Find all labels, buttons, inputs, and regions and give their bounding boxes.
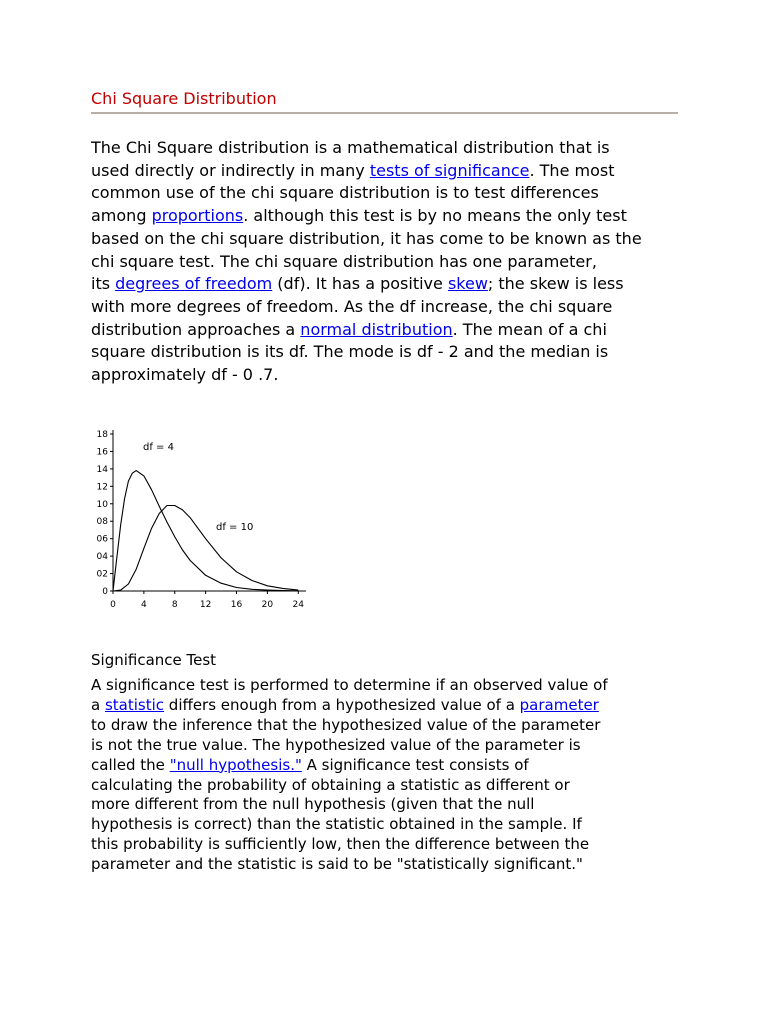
text-segment: ; the skew is less — [487, 274, 624, 294]
y-tick-label: 04 — [96, 552, 108, 563]
text-line — [91, 364, 691, 387]
text-line — [91, 855, 711, 875]
text-line — [91, 341, 691, 364]
title-divider — [91, 112, 678, 114]
x-tick-label: 20 — [261, 600, 274, 610]
text-line — [91, 273, 691, 296]
y-tick-label: 14 — [96, 464, 108, 475]
series-line-df-4 — [113, 471, 298, 591]
x-tick-label: 0 — [110, 600, 116, 610]
text-line — [91, 296, 691, 319]
text-segment: to draw the inference that the hypothesized value of the parameter — [91, 715, 601, 734]
text-segment: square distribution is its df. The mode is df - 2 and the median is — [91, 342, 609, 362]
chi-square-chart — [86, 420, 326, 620]
y-tick-label: 10 — [96, 499, 108, 510]
y-tick-label: 18 — [96, 430, 108, 440]
text-segment: based on the chi square distribution, it has come to be known as the — [91, 228, 642, 248]
y-tick-label: 08 — [96, 517, 108, 528]
text-segment: with more degrees of freedom. As the df increase, the chi square — [91, 296, 613, 316]
text-line — [91, 756, 711, 776]
text-segment: chi square test. The chi square distribution has one parameter, — [91, 251, 597, 271]
text-segment: approximately df - 0 .7. — [91, 365, 279, 385]
text-line — [91, 205, 691, 228]
y-tick-label: 0 — [102, 587, 108, 597]
link-degrees-of-freedom[interactable]: degrees of freedom — [115, 274, 273, 294]
text-line — [91, 228, 691, 251]
text-segment: . although this test is by no means the only test — [243, 206, 627, 226]
text-segment: . The most — [529, 160, 615, 180]
text-line — [91, 795, 711, 815]
text-segment: hypothesis is correct) than the statistic obtained in the sample. If — [91, 815, 582, 834]
text-line — [91, 137, 691, 160]
text-segment: A significance test is performed to determine if an observed value of — [91, 676, 608, 694]
text-segment: (df). It has a positive — [272, 274, 448, 294]
text-segment: . The mean of a chi — [452, 319, 607, 339]
page-title: Chi Square Distribution — [91, 89, 277, 108]
text-segment: parameter and the statistic is said to be "statistically significant." — [91, 855, 583, 874]
text-segment: used directly or indirectly in many — [91, 160, 370, 180]
text-segment: more different from the null hypothesis (given that the null — [91, 795, 535, 814]
text-segment: its — [91, 274, 116, 294]
text-segment: a — [91, 695, 105, 714]
text-segment: called the — [91, 755, 170, 774]
x-tick-label: 12 — [199, 600, 212, 610]
text-line — [91, 776, 711, 796]
link-tests-of-significance[interactable]: tests of significance — [369, 160, 530, 180]
intro-paragraph — [91, 137, 691, 387]
text-line — [91, 251, 691, 274]
text-segment: A significance test consists of — [301, 755, 529, 774]
x-tick-label: 4 — [141, 600, 147, 610]
text-segment: differs enough from a hypothesized value of a — [164, 695, 520, 714]
link-parameter[interactable]: parameter — [519, 695, 599, 714]
text-segment: common use of the chi square distribution is to test differences — [91, 183, 599, 203]
x-tick-label: 24 — [292, 600, 305, 610]
y-tick-label: 16 — [96, 447, 108, 458]
significance-paragraph — [91, 676, 711, 875]
text-line — [91, 160, 691, 183]
text-segment: The Chi Square distribution is a mathematical distribution that is — [91, 138, 610, 157]
series-label-df-10: df = 10 — [216, 522, 254, 533]
y-tick-label: 02 — [96, 569, 108, 580]
x-tick-label: 16 — [230, 600, 243, 610]
text-segment: among — [91, 206, 152, 226]
link-normal-distribution[interactable]: normal distribution — [300, 319, 453, 339]
link-statistic[interactable]: statistic — [104, 695, 165, 714]
x-tick-label: 8 — [171, 600, 178, 610]
y-tick-label: 06 — [96, 534, 108, 545]
text-line — [91, 736, 711, 756]
series-line-df-10 — [113, 506, 298, 592]
significance-test-heading: Significance Test — [91, 651, 217, 669]
text-segment: calculating the probability of obtaining a statistic as different or — [91, 775, 570, 794]
text-line — [91, 319, 691, 342]
series-label-df-4: df = 4 — [143, 442, 174, 453]
text-line — [91, 815, 711, 835]
text-line — [91, 676, 711, 696]
link-null-hypothesis[interactable]: "null hypothesis." — [169, 755, 302, 774]
text-segment: this probability is sufficiently low, then the difference between the — [91, 835, 590, 854]
link-proportions[interactable]: proportions — [151, 206, 244, 226]
text-segment: is not the true value. The hypothesized value of the parameter is — [91, 735, 581, 754]
link-skew[interactable]: skew — [447, 274, 488, 294]
y-tick-label: 12 — [96, 482, 108, 493]
text-segment: distribution approaches a — [91, 319, 301, 339]
text-line — [91, 696, 711, 716]
text-line — [91, 182, 691, 205]
text-line — [91, 716, 711, 736]
text-line — [91, 835, 711, 855]
